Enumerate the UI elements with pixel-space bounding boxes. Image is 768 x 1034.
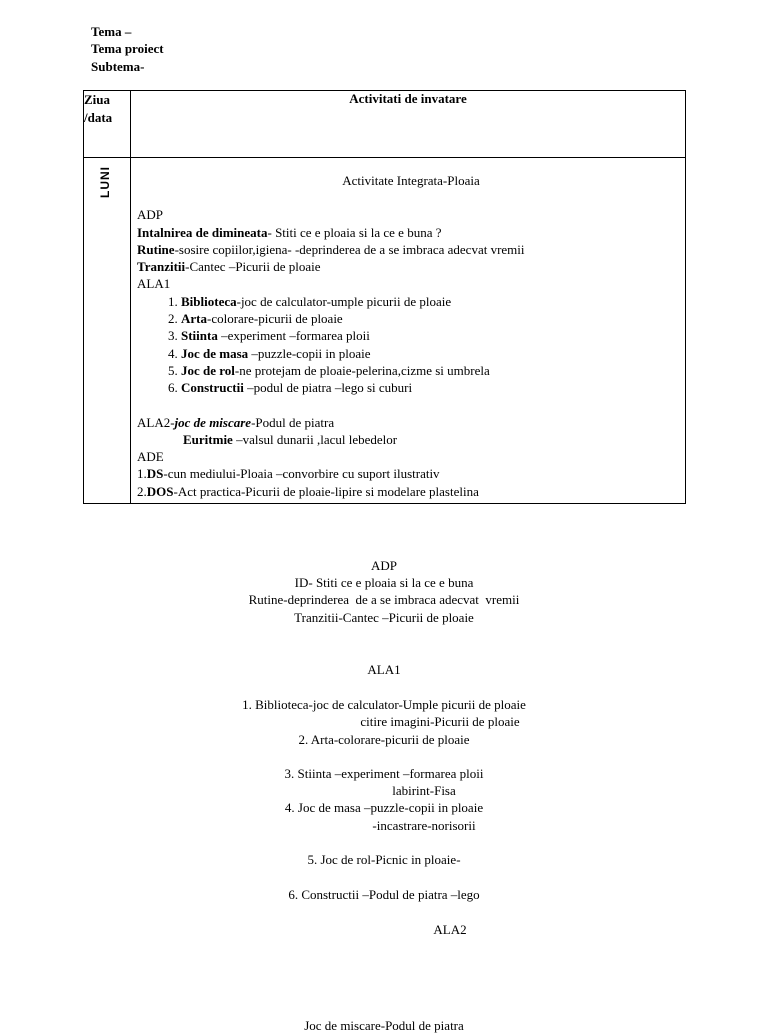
col-ziua-header: [84, 91, 131, 158]
activities-cell: [131, 158, 686, 504]
col-activitati-header: Activitati de invatare: [131, 91, 686, 158]
ala1-line: 4. Joc de masa –puzzle-copii in ploaie: [284, 800, 484, 815]
ala1-list: [137, 293, 685, 397]
ala2-line: ALA2-joc de miscare-Podul de piatra: [137, 414, 335, 430]
adp-item: Rutine-sosire copiilor,igiena- -deprinderea de a se imbraca adecvat vremii: [137, 241, 525, 257]
header-tema: Tema –: [91, 24, 132, 39]
ade-label: ADE: [137, 449, 164, 465]
ala1-label: ALA1: [137, 276, 171, 292]
ade-item: 1.DS-cun mediului-Ploaia –convorbire cu suport ilustrativ: [137, 466, 440, 482]
ala2-title: ALA2: [433, 922, 467, 937]
adp-block-line: Tranzitii-Cantec –Picurii de ploaie: [294, 609, 474, 625]
list-item: 1. Biblioteca-joc de calculator-umple picurii de ploaie: [181, 293, 685, 310]
col-ziua-label: Ziua: [84, 92, 111, 107]
list-item: 5. Joc de rol-ne protejam de ploaie-pelerina,cizme si umbrela: [181, 362, 685, 379]
last-line: Joc de miscare-Podul de piatra: [304, 1018, 464, 1033]
adp-block-line: ID- Stiti ce e ploaia si la ce e buna: [294, 575, 474, 591]
ala1-title: ALA1: [367, 662, 401, 677]
day-label: LUNI: [98, 166, 112, 198]
adp-item: Intalnirea de dimineata- Stiti ce e ploaia si la ce e buna ?: [137, 224, 442, 240]
adp-item: Tranzitii-Cantec –Picurii de ploaie: [137, 259, 321, 275]
list-item: 4. Joc de masa –puzzle-copii in ploaie: [181, 345, 685, 362]
ala1-line: 2. Arta-colorare-picurii de ploaie: [298, 732, 470, 747]
adp-block: [0, 557, 768, 626]
ala1-line: 5. Joc de rol-Picnic in ploaie-: [307, 852, 461, 867]
day-cell: [84, 158, 131, 504]
activity-title: Activitate Integrata-Ploaia: [342, 173, 480, 188]
list-item: 3. Stiinta –experiment –formarea ploii: [181, 327, 685, 344]
ala1-line: 3. Stiinta –experiment –formarea ploii: [284, 766, 484, 781]
adp-block-line: Rutine-deprinderea de a se imbraca adecvat vremii: [248, 592, 520, 608]
header-tema-proiect: Tema proiect: [91, 41, 164, 56]
ala1-line: -incastrare-norisorii: [372, 818, 476, 833]
header-subtema: Subtema-: [91, 59, 145, 74]
ala1-line: 1. Biblioteca-joc de calculator-Umple picurii de ploaie: [242, 697, 526, 712]
ala1-line: citire imagini-Picurii de ploaie: [360, 714, 520, 729]
ala1-line: 6. Constructii –Podul de piatra –lego: [288, 887, 480, 902]
activity-table: [83, 90, 686, 504]
list-item: 6. Constructii –podul de piatra –lego si cuburi: [181, 379, 685, 396]
col-data-label: /data: [84, 110, 113, 125]
euritmie-line: Euritmie –valsul dunarii ,lacul lebedelor: [183, 431, 398, 447]
adp-label: ADP: [137, 207, 164, 223]
ala1-line: labirint-Fisa: [392, 783, 456, 798]
adp-block-title: ADP: [370, 558, 397, 573]
ade-item: 2.DOS-Act practica-Picurii de ploaie-lipire si modelare plastelina: [137, 483, 479, 499]
list-item: 2. Arta-colorare-picurii de ploaie: [181, 310, 685, 327]
